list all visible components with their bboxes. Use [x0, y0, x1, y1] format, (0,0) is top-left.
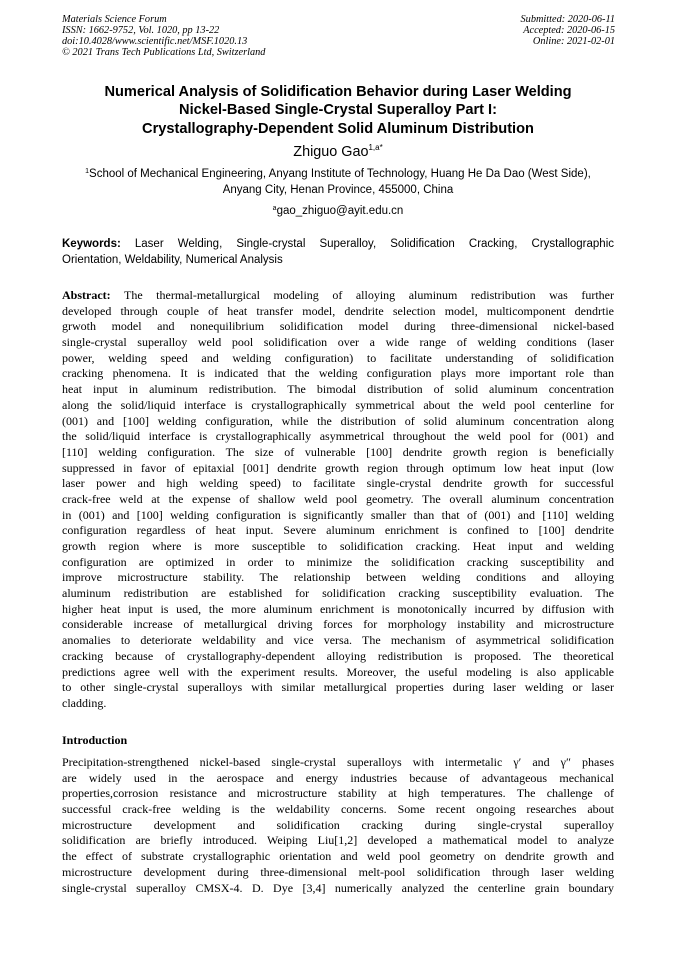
abstract-line: laser power and high welding speed) to facilitate single-crystal dendrite growth for successful [62, 476, 614, 491]
introduction-line: solidification are briefly introduced. Weiping Liu[1,2] developed a mathematical model to analyze [62, 833, 614, 848]
introduction-section [62, 755, 614, 896]
publication-dates [521, 14, 615, 47]
abstract-line: single-crystal superalloy weld pool solidification over a wide range of welding conditions (laser [62, 335, 614, 350]
abstract-section [62, 288, 614, 712]
affiliation-line: Anyang City, Henan Province, 455000, China [222, 184, 454, 196]
doi-line: doi:10.4028/www.scientific.net/MSF.1020.13 [62, 36, 248, 47]
keywords-label: Keywords: [62, 238, 121, 250]
abstract-line: cracking phenomena. It is indicated that the welding configuration plays more important role than [62, 366, 614, 381]
abstract-line: crack-free weld at the expense of shallow weld pool geometry. The overall aluminum concentration [62, 491, 614, 506]
abstract-line: grwoth model and nonequilibrium solidification model during three-dimensional nickel-based [62, 319, 614, 334]
abstract-line: higher heat input is used, the more aluminum enrichment is monotonically incurred by diffusion with [62, 601, 614, 616]
abstract-line: along the solid/liquid interface is crystallographically symmetrical about the weld pool centerline for [62, 397, 614, 412]
abstract-line: configuration are optimized in order to minimize the solidification cracking susceptibility and [62, 554, 614, 569]
abstract-line: growth region where is more susceptible to solidification cracking. Heat input and welding [62, 539, 614, 553]
abstract-label: Abstract: [62, 288, 111, 302]
abstract-line: power, welding speed and welding configuration) to facilitate understanding of solidification [62, 350, 614, 365]
title-line: Numerical Analysis of Solidification Behavior during Laser Welding [104, 84, 572, 100]
introduction-line: single-crystal superalloy CMSX-4. D. Dye [3,4] numerically analyzed the centerline grain boundary [62, 880, 614, 895]
affiliation-superscript: 1 [85, 168, 90, 175]
keywords-section [62, 237, 614, 269]
publication-info [62, 14, 265, 58]
introduction-line: microstructure development during three-dimensional melt-pool solidification through laser welding [62, 864, 614, 879]
issn-line: ISSN: 1662-9752, Vol. 1020, pp 13-22 [62, 25, 220, 36]
keywords-text: Orientation, Weldability, Numerical Analysis [62, 254, 283, 266]
author-line [62, 143, 614, 161]
title-line: Nickel-Based Single-Crystal Superalloy Part I: [179, 102, 497, 119]
abstract-line: (001) and [100] welding configuration, while the distribution of solid aluminum concentration along [62, 413, 614, 428]
accepted-date: Accepted: 2020-06-15 [523, 25, 615, 36]
abstract-line: developed through couple of heat transfer model, dendrite selection model, multicomponent dendrtie [62, 303, 614, 318]
affiliation [62, 166, 614, 198]
abstract-line: suppressed in favor of epitaxial [001] dendrite growth region through optimum low heat input (low [62, 460, 614, 475]
abstract-line: configuration regardless of heat input. Severe aluminum enrichment is confined to [100] dendrite [62, 523, 614, 538]
abstract-line: anomalies to deteriorate weldability and vice versa. The mechanism of asymmetrical solidification [62, 633, 614, 648]
affiliation-line: School of Mechanical Engineering, Anyang Institute of Technology, Huang He Da Dao (West Side), [89, 168, 591, 180]
author-email [62, 204, 614, 219]
title-line: Crystallography-Dependent Solid Aluminum Distribution [142, 120, 534, 137]
abstract-line: the solid/liquid interface is crystallographically asymmetrical throughout the weld pool for (001) and [62, 429, 614, 444]
introduction-line: properties,corrosion resistance and microstructure stability at high temperatures. The challenge of [62, 786, 614, 801]
copyright-line: © 2021 Trans Tech Publications Ltd, Switzerland [62, 47, 266, 58]
paper-title [62, 83, 614, 138]
journal-name: Materials Science Forum [62, 14, 167, 25]
introduction-line: successful crack-free welding is the weldability concerns. Some recent ongoing researches about [62, 802, 614, 817]
keywords-text: Laser Welding, Single-crystal Superalloy, Solidification Cracking, Crystallographic [134, 238, 614, 250]
email-superscript: a [272, 205, 277, 212]
abstract-line: The thermal-metallurgical modeling of alloying aluminum redistribution was further [123, 288, 614, 302]
abstract-line: improve microstructure stability. The relationship between welding conditions and alloying [62, 570, 614, 585]
abstract-line: [110] welding configuration. The size of vulnerable [100] dendrite growth region is beneficially [62, 444, 614, 459]
introduction-line: microstructure development and solidification cracking during single-crystal superalloy [62, 817, 614, 832]
submitted-date: Submitted: 2020-06-11 [520, 14, 615, 25]
abstract-line: aluminum redistribution are established for solidification cracking susceptibility evaluation. The [62, 586, 614, 601]
introduction-line: Precipitation-strengthened nickel-based single-crystal superalloys with intermetalic γ′ and γ″ phases [62, 755, 614, 769]
abstract-line: predictions agree well with the experiment results. Moreover, the useful modeling is also applicable [62, 664, 614, 679]
email-address: gao_zhiguo@ayit.edu.cn [276, 205, 404, 217]
abstract-line: heat input in aluminum redistribution. The bimodal distribution of solid aluminum concentration [62, 382, 614, 397]
introduction-heading: Introduction [62, 733, 128, 747]
author-name: Zhiguo Gao [293, 144, 369, 160]
abstract-line: cladding. [62, 695, 107, 710]
online-date: Online: 2021-02-01 [532, 36, 615, 47]
abstract-line: to other single-crystal superalloys with similar metallurgical properties during laser welding or laser [62, 680, 614, 695]
abstract-line: cracking because of crystallography-dependent alloying redistribution is proposed. The theoretical [62, 648, 614, 663]
author-superscript: 1,a* [368, 143, 383, 152]
abstract-line: considerable increase of metallurgical driving forces for morphology instability and microstructure [62, 617, 614, 632]
introduction-line: are widely used in the aerospace and energy industries because of advantageous mechanical [62, 770, 614, 785]
abstract-line: in (001) and [100] welding configuration is significantly smaller than that of (001) and [110] welding [62, 507, 614, 522]
introduction-line: the effect of substrate crystallographic orientation and weld pool geometry on dendrite growth and [62, 849, 614, 864]
